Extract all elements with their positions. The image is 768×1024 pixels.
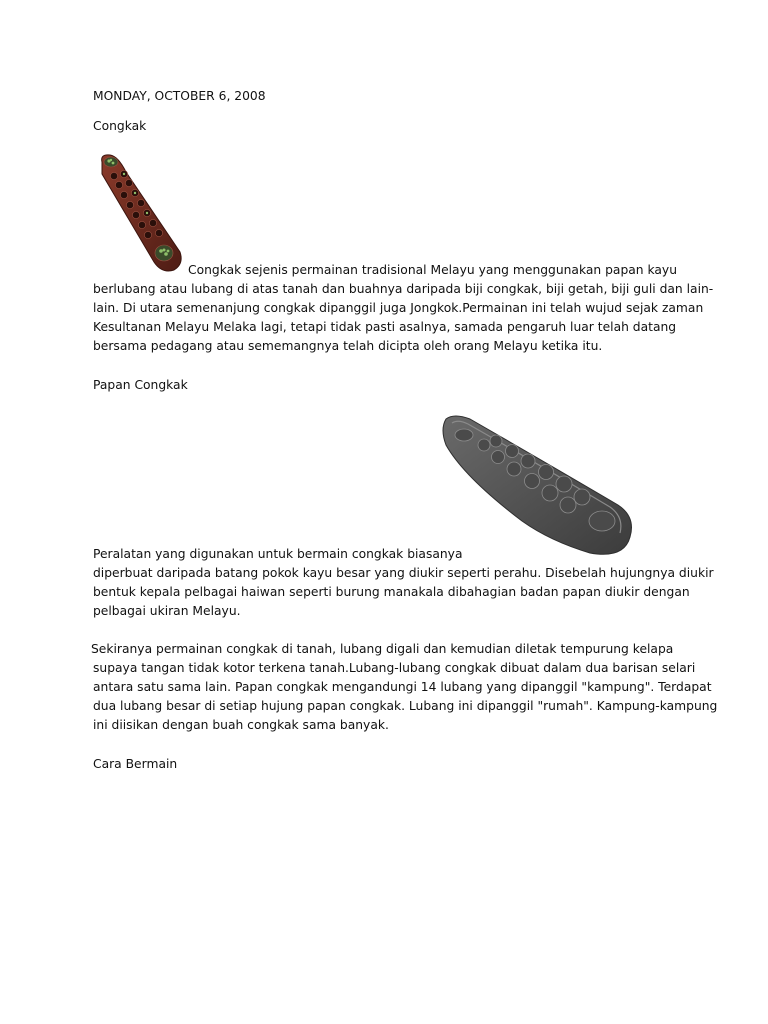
congkak-board-image xyxy=(96,152,184,274)
section1-line-4: pelbagai ukiran Melayu. xyxy=(93,604,241,618)
post-title: Congkak xyxy=(93,119,147,133)
section-heading-cara-bermain: Cara Bermain xyxy=(93,757,178,771)
section-heading-papan-congkak: Papan Congkak xyxy=(93,378,188,392)
section2-line-3: antara satu sama lain. Papan congkak mengandungi 14 lubang yang dipanggil "kampung". Terdapat xyxy=(93,680,712,694)
intro-line-5: bersama pedagang atau sememangnya telah dicipta oleh orang Melayu ketika itu. xyxy=(93,339,603,353)
section2-line-2: supaya tangan tidak kotor terkena tanah.Lubang-lubang congkak dibuat dalam dua barisan selari xyxy=(93,661,696,675)
intro-line-1: Congkak sejenis permainan tradisional Melayu yang menggunakan papan kayu xyxy=(188,263,678,277)
intro-line-3: lain. Di utara semenanjung congkak dipanggil juga Jongkok.Permainan ini telah wujud sejak zaman xyxy=(93,301,704,315)
section2-line-5: ini diisikan dengan buah congkak sama banyak. xyxy=(93,718,389,732)
section1-line-3: bentuk kepala pelbagai haiwan seperti burung manakala dibahagian badan papan diukir dengan xyxy=(93,585,690,599)
intro-line-4: Kesultanan Melayu Melaka lagi, tetapi tidak pasti asalnya, samada pengaruh luar telah datang xyxy=(93,320,677,334)
section2-line-1: Sekiranya permainan congkak di tanah, lubang digali dan kemudian diletak tempurung kelapa xyxy=(91,642,674,656)
intro-line-2: berlubang atau lubang di atas tanah dan buahnya daripada biji congkak, biji getah, biji guli dan lain- xyxy=(93,282,714,296)
post-date: MONDAY, OCTOBER 6, 2008 xyxy=(93,89,266,103)
section1-line-2: diperbuat daripada batang pokok kayu besar yang diukir seperti perahu. Disebelah hujungnya diukir xyxy=(93,566,714,580)
papan-congkak-image xyxy=(440,413,636,561)
section2-line-4: dua lubang besar di setiap hujung papan congkak. Lubang ini dipanggil "rumah". Kampung-kampung xyxy=(93,699,718,713)
section1-line-1: Peralatan yang digunakan untuk bermain congkak biasanya xyxy=(93,547,463,561)
